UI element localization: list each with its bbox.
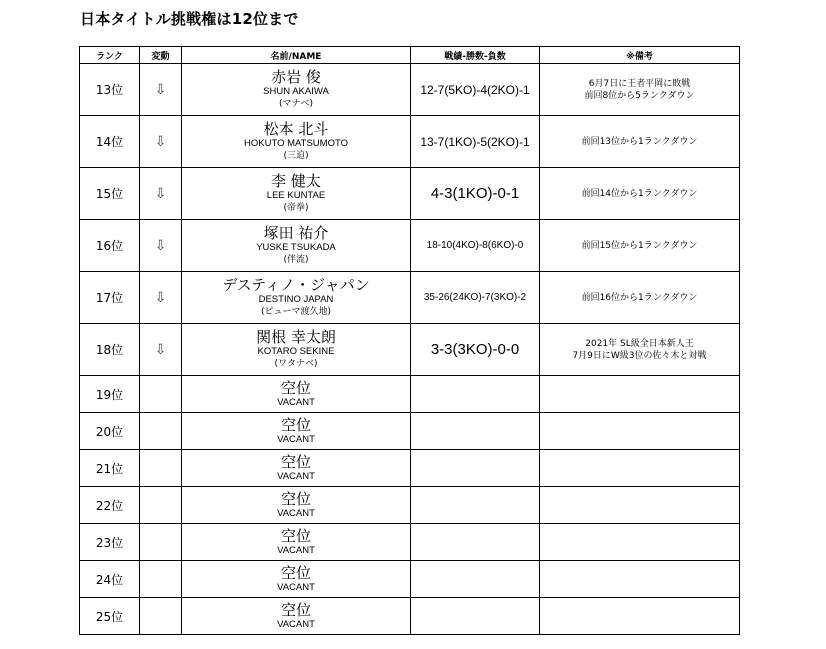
name-english: DESTINO JAPAN bbox=[258, 294, 334, 305]
name-cell bbox=[182, 561, 411, 598]
notes-cell bbox=[540, 272, 740, 324]
name-japanese: デスティノ・ジャパン bbox=[222, 276, 370, 294]
notes-cell bbox=[540, 324, 740, 376]
movement-cell bbox=[140, 524, 182, 561]
header-notes: ※備考 bbox=[540, 47, 740, 64]
record-cell: 18-10(4KO)-8(6KO)-0 bbox=[411, 220, 540, 272]
note-line: 前回15位から1ランクダウン bbox=[581, 240, 698, 251]
movement-cell bbox=[140, 561, 182, 598]
rank-cell: 15位 bbox=[80, 168, 140, 220]
gym-name: (帝拳) bbox=[283, 203, 309, 213]
name-english: VACANT bbox=[277, 581, 315, 593]
name-japanese: 関根 幸太朗 bbox=[256, 328, 336, 346]
name-english: VACANT bbox=[277, 396, 315, 408]
note-line: 7月9日にW級3位の佐々木と対戦 bbox=[572, 350, 707, 361]
name-english: KOTARO SEKINE bbox=[257, 346, 335, 357]
down-arrow-icon: ⇩ bbox=[140, 64, 182, 116]
header-row bbox=[80, 47, 740, 64]
note-line: 2021年 SL級全日本新人王 bbox=[585, 338, 694, 349]
rank-cell: 24位 bbox=[80, 561, 140, 598]
gym-name: (ピューマ渡久地) bbox=[260, 307, 332, 317]
record-cell bbox=[411, 598, 540, 635]
movement-cell bbox=[140, 376, 182, 413]
name-japanese: 空位 bbox=[280, 452, 311, 471]
name-cell bbox=[182, 168, 411, 220]
down-arrow-icon: ⇩ bbox=[140, 168, 182, 220]
gym-name: (伴流) bbox=[283, 255, 309, 265]
table-row bbox=[80, 64, 740, 116]
name-cell bbox=[182, 376, 411, 413]
notes-cell bbox=[540, 524, 740, 561]
movement-cell bbox=[140, 598, 182, 635]
down-arrow-icon: ⇩ bbox=[140, 272, 182, 324]
record-cell: 13-7(1KO)-5(2KO)-1 bbox=[411, 116, 540, 168]
header-rank: ランク bbox=[80, 47, 140, 64]
header-movement: 変動 bbox=[140, 47, 182, 64]
gym-name: (マナベ) bbox=[278, 99, 314, 109]
record-cell bbox=[411, 487, 540, 524]
table-row bbox=[80, 220, 740, 272]
name-cell bbox=[182, 450, 411, 487]
record-cell: 3-3(3KO)-0-0 bbox=[411, 324, 540, 376]
rank-cell: 23位 bbox=[80, 524, 140, 561]
down-arrow-icon: ⇩ bbox=[140, 116, 182, 168]
name-english: HOKUTO MATSUMOTO bbox=[244, 138, 348, 149]
name-cell bbox=[182, 64, 411, 116]
ranking-table bbox=[79, 46, 740, 635]
name-japanese: 空位 bbox=[280, 563, 311, 582]
table-row bbox=[80, 324, 740, 376]
name-english: VACANT bbox=[277, 544, 315, 556]
name-japanese: 松本 北斗 bbox=[263, 120, 329, 138]
rank-cell: 21位 bbox=[80, 450, 140, 487]
notes-cell bbox=[540, 116, 740, 168]
note-line: 6月7日に王者平岡に敗戦 bbox=[588, 78, 691, 89]
name-cell bbox=[182, 220, 411, 272]
table-row-vacant bbox=[80, 376, 740, 413]
movement-cell bbox=[140, 413, 182, 450]
record-cell: 12-7(5KO)-4(2KO)-1 bbox=[411, 64, 540, 116]
rank-cell: 22位 bbox=[80, 487, 140, 524]
table-row-vacant bbox=[80, 450, 740, 487]
name-english: LEE KUNTAE bbox=[266, 190, 326, 201]
name-cell bbox=[182, 598, 411, 635]
table-row-vacant bbox=[80, 413, 740, 450]
name-english: YUSKE TSUKADA bbox=[256, 242, 336, 253]
name-japanese: 塚田 祐介 bbox=[263, 224, 329, 242]
table-row-vacant bbox=[80, 524, 740, 561]
notes-cell bbox=[540, 168, 740, 220]
table-row bbox=[80, 116, 740, 168]
name-english: SHUN AKAIWA bbox=[263, 86, 329, 97]
note-line: 前回16位から1ランクダウン bbox=[581, 292, 698, 303]
movement-cell bbox=[140, 450, 182, 487]
name-english: VACANT bbox=[277, 470, 315, 482]
name-japanese: 赤岩 俊 bbox=[271, 68, 321, 86]
notes-cell bbox=[540, 561, 740, 598]
notes-cell bbox=[540, 413, 740, 450]
rank-cell: 20位 bbox=[80, 413, 140, 450]
table-row-vacant bbox=[80, 561, 740, 598]
down-arrow-icon: ⇩ bbox=[140, 324, 182, 376]
name-english: VACANT bbox=[277, 433, 315, 445]
header-record: 戦績-勝数-負数 bbox=[411, 47, 540, 64]
notes-cell bbox=[540, 64, 740, 116]
record-cell bbox=[411, 376, 540, 413]
gym-name: (ワタナベ) bbox=[274, 359, 318, 369]
record-cell: 4-3(1KO)-0-1 bbox=[411, 168, 540, 220]
notes-cell bbox=[540, 450, 740, 487]
name-japanese: 空位 bbox=[280, 489, 311, 508]
table-row-vacant bbox=[80, 598, 740, 635]
name-japanese: 空位 bbox=[280, 600, 311, 619]
name-cell bbox=[182, 116, 411, 168]
name-japanese: 李 健太 bbox=[271, 172, 321, 190]
name-cell bbox=[182, 272, 411, 324]
name-cell bbox=[182, 324, 411, 376]
table-row-vacant bbox=[80, 487, 740, 524]
rank-cell: 25位 bbox=[80, 598, 140, 635]
record-cell bbox=[411, 524, 540, 561]
name-japanese: 空位 bbox=[280, 378, 311, 397]
name-japanese: 空位 bbox=[280, 526, 311, 545]
rank-cell: 14位 bbox=[80, 116, 140, 168]
name-cell bbox=[182, 413, 411, 450]
table-row bbox=[80, 272, 740, 324]
name-english: VACANT bbox=[277, 618, 315, 630]
rank-cell: 19位 bbox=[80, 376, 140, 413]
rank-cell: 13位 bbox=[80, 64, 140, 116]
note-line: 前回13位から1ランクダウン bbox=[581, 136, 698, 147]
notes-cell bbox=[540, 598, 740, 635]
down-arrow-icon: ⇩ bbox=[140, 220, 182, 272]
gym-name: (三迫) bbox=[283, 151, 309, 161]
notes-cell bbox=[540, 376, 740, 413]
note-line: 前回14位から1ランクダウン bbox=[581, 188, 698, 199]
rank-cell: 16位 bbox=[80, 220, 140, 272]
notes-cell bbox=[540, 220, 740, 272]
name-cell bbox=[182, 524, 411, 561]
note-line: 前回8位から5ランクダウン bbox=[584, 90, 695, 101]
table-row bbox=[80, 168, 740, 220]
name-japanese: 空位 bbox=[280, 415, 311, 434]
notes-cell bbox=[540, 487, 740, 524]
rank-cell: 17位 bbox=[80, 272, 140, 324]
page-title: 日本タイトル挑戦権は12位まで bbox=[80, 10, 299, 28]
rank-cell: 18位 bbox=[80, 324, 140, 376]
header-name: 名前/NAME bbox=[182, 47, 411, 64]
record-cell bbox=[411, 413, 540, 450]
name-english: VACANT bbox=[277, 507, 315, 519]
name-cell bbox=[182, 487, 411, 524]
movement-cell bbox=[140, 487, 182, 524]
record-cell: 35-26(24KO)-7(3KO)-2 bbox=[411, 272, 540, 324]
record-cell bbox=[411, 450, 540, 487]
record-cell bbox=[411, 561, 540, 598]
